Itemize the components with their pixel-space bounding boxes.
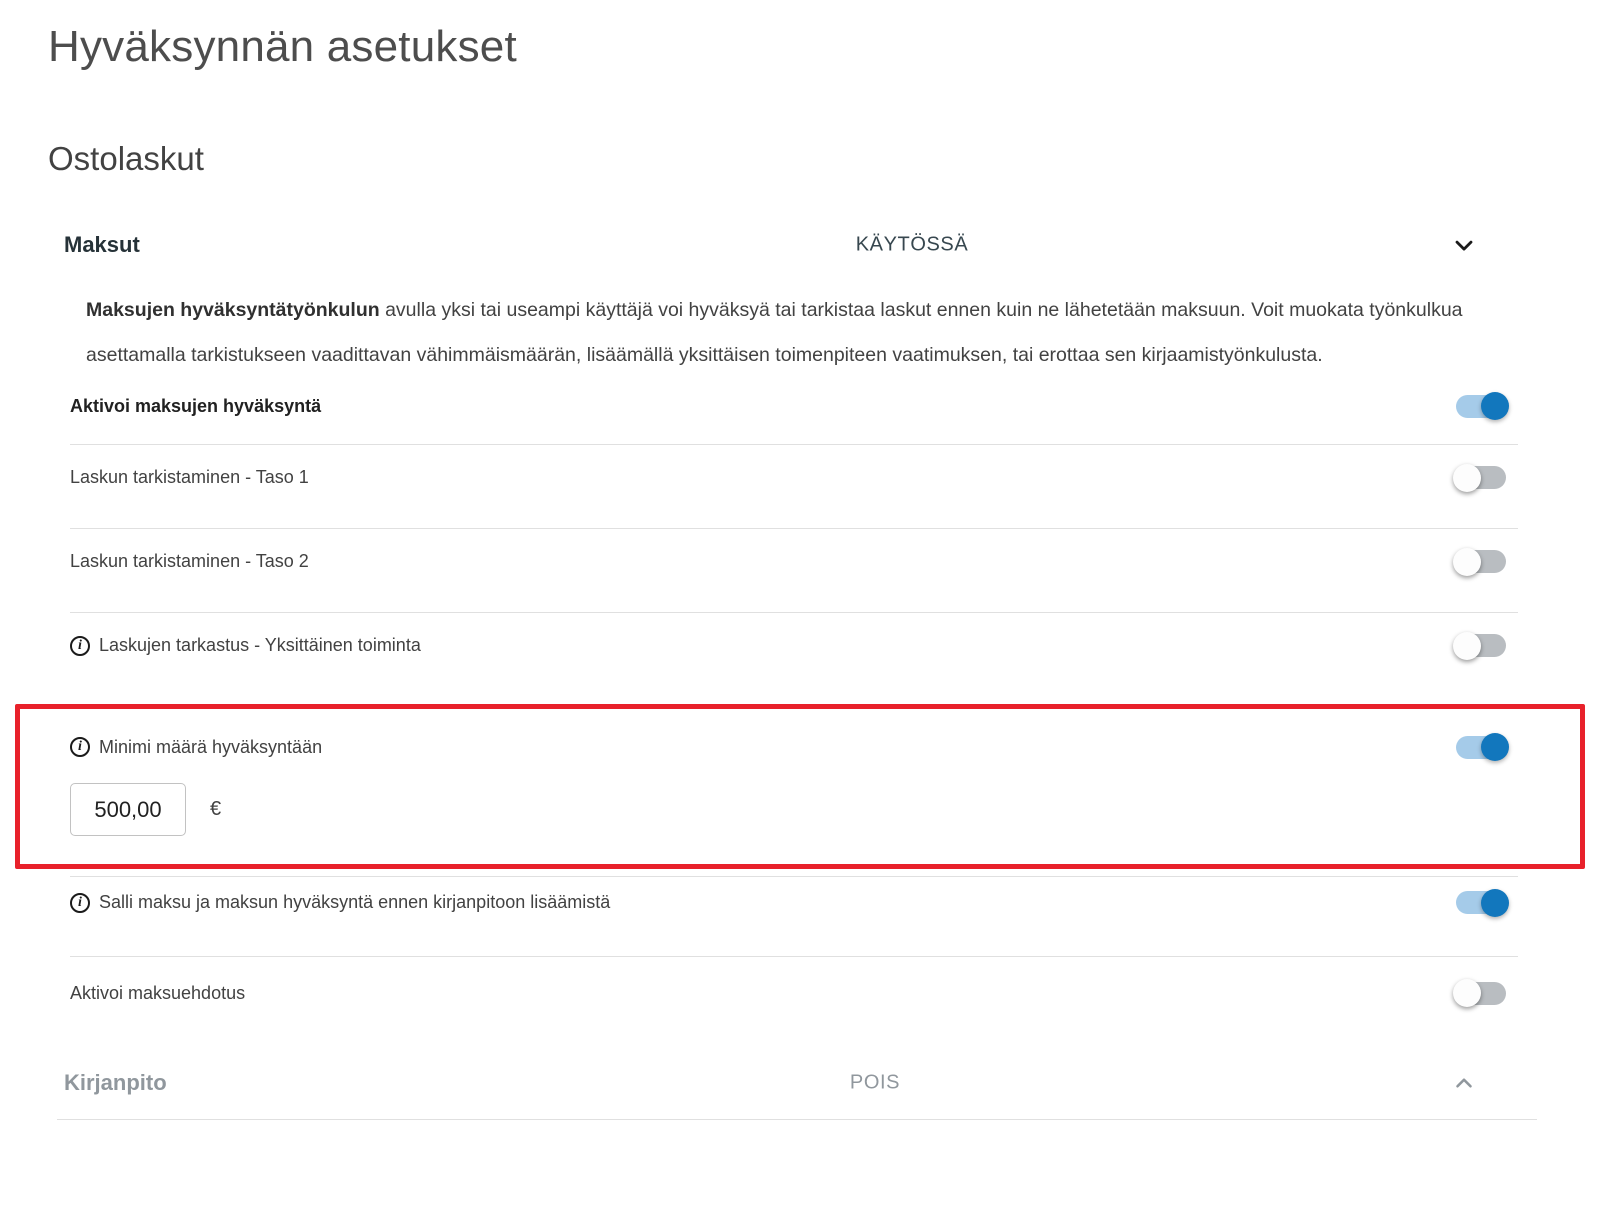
payments-status-badge: KÄYTÖSSÄ	[855, 233, 969, 256]
toggle-thumb	[1453, 632, 1481, 660]
accounting-status-badge: POIS	[849, 1071, 901, 1094]
toggle-thumb	[1453, 979, 1481, 1007]
invoice-check-single-action-label-wrap	[70, 635, 421, 656]
toggle-thumb	[1453, 464, 1481, 492]
row-invoice-review-level-1	[70, 445, 1518, 528]
activate-payment-approval-label: Aktivoi maksujen hyväksyntä	[70, 395, 322, 416]
row-activate-payment-proposal	[70, 957, 1518, 1037]
accounting-collapse-button[interactable]	[1450, 1069, 1478, 1097]
info-icon[interactable]: i	[70, 737, 90, 757]
row-activate-payment-approval	[70, 378, 1518, 444]
info-icon[interactable]: i	[70, 893, 90, 913]
accounting-group-header[interactable]	[64, 1065, 1478, 1101]
minimum-amount-input[interactable]	[70, 783, 186, 836]
row-invoice-review-level-2	[70, 529, 1518, 612]
activate-payment-approval-toggle[interactable]	[1456, 395, 1506, 418]
invoice-review-level-1-label: Laskun tarkistaminen - Taso 1	[70, 467, 309, 487]
invoice-review-level-2-label: Laskun tarkistaminen - Taso 2	[70, 551, 309, 571]
chevron-up-icon	[1451, 1070, 1477, 1096]
payments-group-title: Maksut	[64, 232, 140, 257]
allow-payment-before-accounting-toggle[interactable]	[1456, 891, 1506, 914]
divider	[57, 1119, 1537, 1120]
allow-payment-before-accounting-label-wrap	[70, 892, 610, 913]
row-allow-payment-before-accounting	[70, 877, 1518, 956]
payments-settings-list-lower	[70, 876, 1518, 1037]
payments-settings-list	[70, 378, 1518, 696]
toggle-thumb	[1481, 889, 1509, 917]
payments-description	[86, 288, 1488, 378]
chevron-down-icon	[1450, 231, 1478, 259]
allow-payment-before-accounting-label: Salli maksu ja maksun hyväksyntä ennen kirjanpitoon lisäämistä	[99, 892, 611, 912]
minimum-amount-toggle[interactable]	[1456, 736, 1506, 759]
info-icon[interactable]: i	[70, 636, 90, 656]
accounting-group-title: Kirjanpito	[64, 1070, 167, 1095]
row-invoice-check-single-action	[70, 613, 1518, 696]
section-title-ostolaskut: Ostolaskut	[48, 140, 204, 177]
invoice-review-level-2-toggle[interactable]	[1456, 550, 1506, 573]
invoice-check-single-action-toggle[interactable]	[1456, 634, 1506, 657]
toggle-thumb	[1481, 733, 1509, 761]
payments-group-header[interactable]	[64, 228, 1478, 262]
row-minimum-amount	[70, 721, 1506, 773]
payments-description-lead: Maksujen hyväksyntätyönkulun	[86, 299, 380, 321]
activate-payment-proposal-label: Aktivoi maksuehdotus	[70, 982, 246, 1003]
invoice-review-level-1-toggle[interactable]	[1456, 466, 1506, 489]
toggle-thumb	[1453, 548, 1481, 576]
toggle-thumb	[1481, 392, 1509, 420]
payments-description-body: avulla yksi tai useampi käyttäjä voi hyväksyä tai tarkistaa laskut ennen kuin ne lähetetään maksuun. Voit muokata työnkulkua asettamalla tarkistukseen vaadittavan vähimmäismäärän, lisäämällä yksittäisen toimenpiteen vaatimuksen, tai erottaa sen kirjaamistyönkulusta.	[86, 299, 1463, 366]
payments-collapse-button[interactable]	[1450, 231, 1478, 259]
minimum-amount-input-row	[70, 783, 1506, 836]
activate-payment-proposal-toggle[interactable]	[1456, 982, 1506, 1005]
minimum-amount-highlight-box	[15, 704, 1585, 869]
invoice-check-single-action-label: Laskujen tarkastus - Yksittäinen toiminta	[99, 635, 421, 655]
minimum-amount-label: Minimi määrä hyväksyntään	[99, 736, 323, 757]
currency-symbol: €	[210, 798, 222, 820]
minimum-amount-label-wrap	[70, 737, 322, 758]
page-title: Hyväksynnän asetukset	[48, 22, 517, 71]
